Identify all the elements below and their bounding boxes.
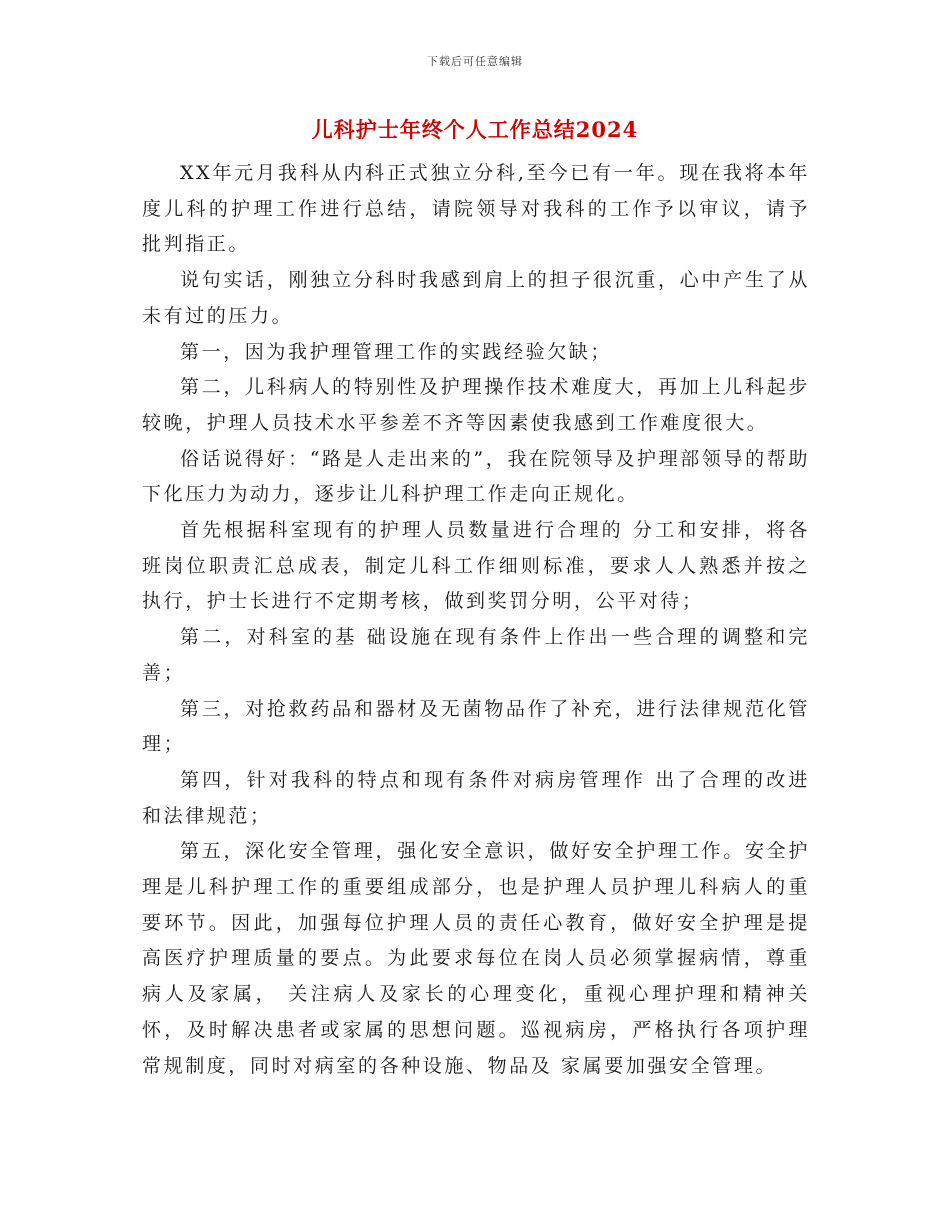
paragraph: 第五，深化安全管理，强化安全意识，做好安全护理工作。安全护理是儿科护理工作的重要组成部分，也是护理人员护理儿科病人的重要环节。因此，加强每位护理人员的责任心教育，做好安全护理是提高医疗护理质量的要点。为此要求每位在岗人员必须掌握病情，尊重病人及家属， 关注病人及家长的心理变化，重视心理护理和精神关怀，及时解决患者或家属的思想问题。巡视病房，严格执行各项护理常规制度，同时对病室的各种设施、物品及 家属要加强安全管理。 xyxy=(142,840,810,1077)
paragraph: 说句实话，刚独立分科时我感到肩上的担子很沉重，心中产生了从未有过的压力。 xyxy=(142,269,810,327)
paragraph: 第三，对抢救药品和器材及无菌物品作了补充，进行法律规范化管理； xyxy=(142,697,810,756)
paragraph: 第四，针对我科的特点和现有条件对病房管理作 出了合理的改进和法律规范； xyxy=(142,768,810,827)
document-body xyxy=(142,156,810,1084)
paragraph: 第二，对科室的基 础设施在现有条件上作出一些合理的调整和完善； xyxy=(142,626,810,684)
header-note: 下载后可任意编辑 xyxy=(427,55,523,68)
paragraph: 第一，因为我护理管理工作的实践经验欠缺； xyxy=(180,340,613,363)
paragraph: 俗话说得好：“路是人走出来的”，我在院领导及护理部领导的帮助下化压力为动力，逐步让儿科护理工作走向正规化。 xyxy=(142,447,810,506)
paragraph: 首先根据科室现有的护理人员数量进行合理的 分工和安排，将各班岗位职责汇总成表，制定儿科工作细则标准，要求人人熟悉并按之执行，护士长进行不定期考核，做到奖罚分明，公平对待； xyxy=(142,519,810,613)
document-title: 儿科护士年终个人工作总结2024 xyxy=(311,117,639,142)
paragraph: 第二，儿科病人的特别性及护理操作技术难度大，再加上儿科起步较晚，护理人员技术水平参差不齐等因素使我感到工作难度很大。 xyxy=(142,376,810,434)
paragraph: XX年元月我科从内科正式独立分科,至今已有一年。现在我将本年度儿科的护理工作进行总结，请院领导对我科的工作予以审议，请予批判指正。 xyxy=(142,162,810,256)
